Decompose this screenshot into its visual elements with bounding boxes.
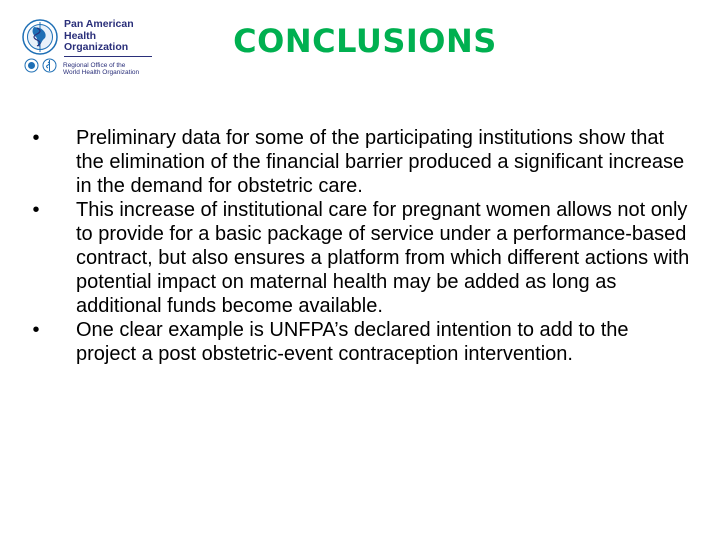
- bullet-marker: •: [32, 199, 40, 221]
- paho-small-emblem-icon: [24, 58, 39, 73]
- bullet-marker: •: [32, 319, 40, 341]
- bullet-item: [30, 126, 690, 198]
- bullet-item: [30, 318, 690, 366]
- bullet-text: This increase of institutional care for pregnant women allows not only to provide for a basic package of service under a performance-based contract, but also ensures a platform from which different actions with potential impact on maternal health may be added as long as additional funds become available.: [76, 199, 690, 317]
- bullet-list: [30, 126, 690, 366]
- slide-title: CONCLUSIONS: [233, 22, 497, 60]
- logo-subtitle: Regional Office of the World Health Organization: [63, 62, 140, 76]
- who-emblem-icon: [42, 58, 57, 73]
- bullet-text: Preliminary data for some of the participating institutions show that the elimination of the financial barrier produced a significant increase in the demand for obstetric care.: [76, 127, 685, 197]
- paho-logo: [18, 16, 158, 76]
- bullet-item: [30, 198, 690, 318]
- logo-divider: [64, 56, 152, 57]
- bullet-text: One clear example is UNFPA’s declared intention to add to the project a post obstetric-event contraception intervention.: [76, 319, 629, 365]
- logo-org-name: Pan American Health Organization: [64, 18, 134, 53]
- bullet-marker: •: [32, 127, 40, 149]
- paho-globe-emblem-icon: [20, 16, 60, 58]
